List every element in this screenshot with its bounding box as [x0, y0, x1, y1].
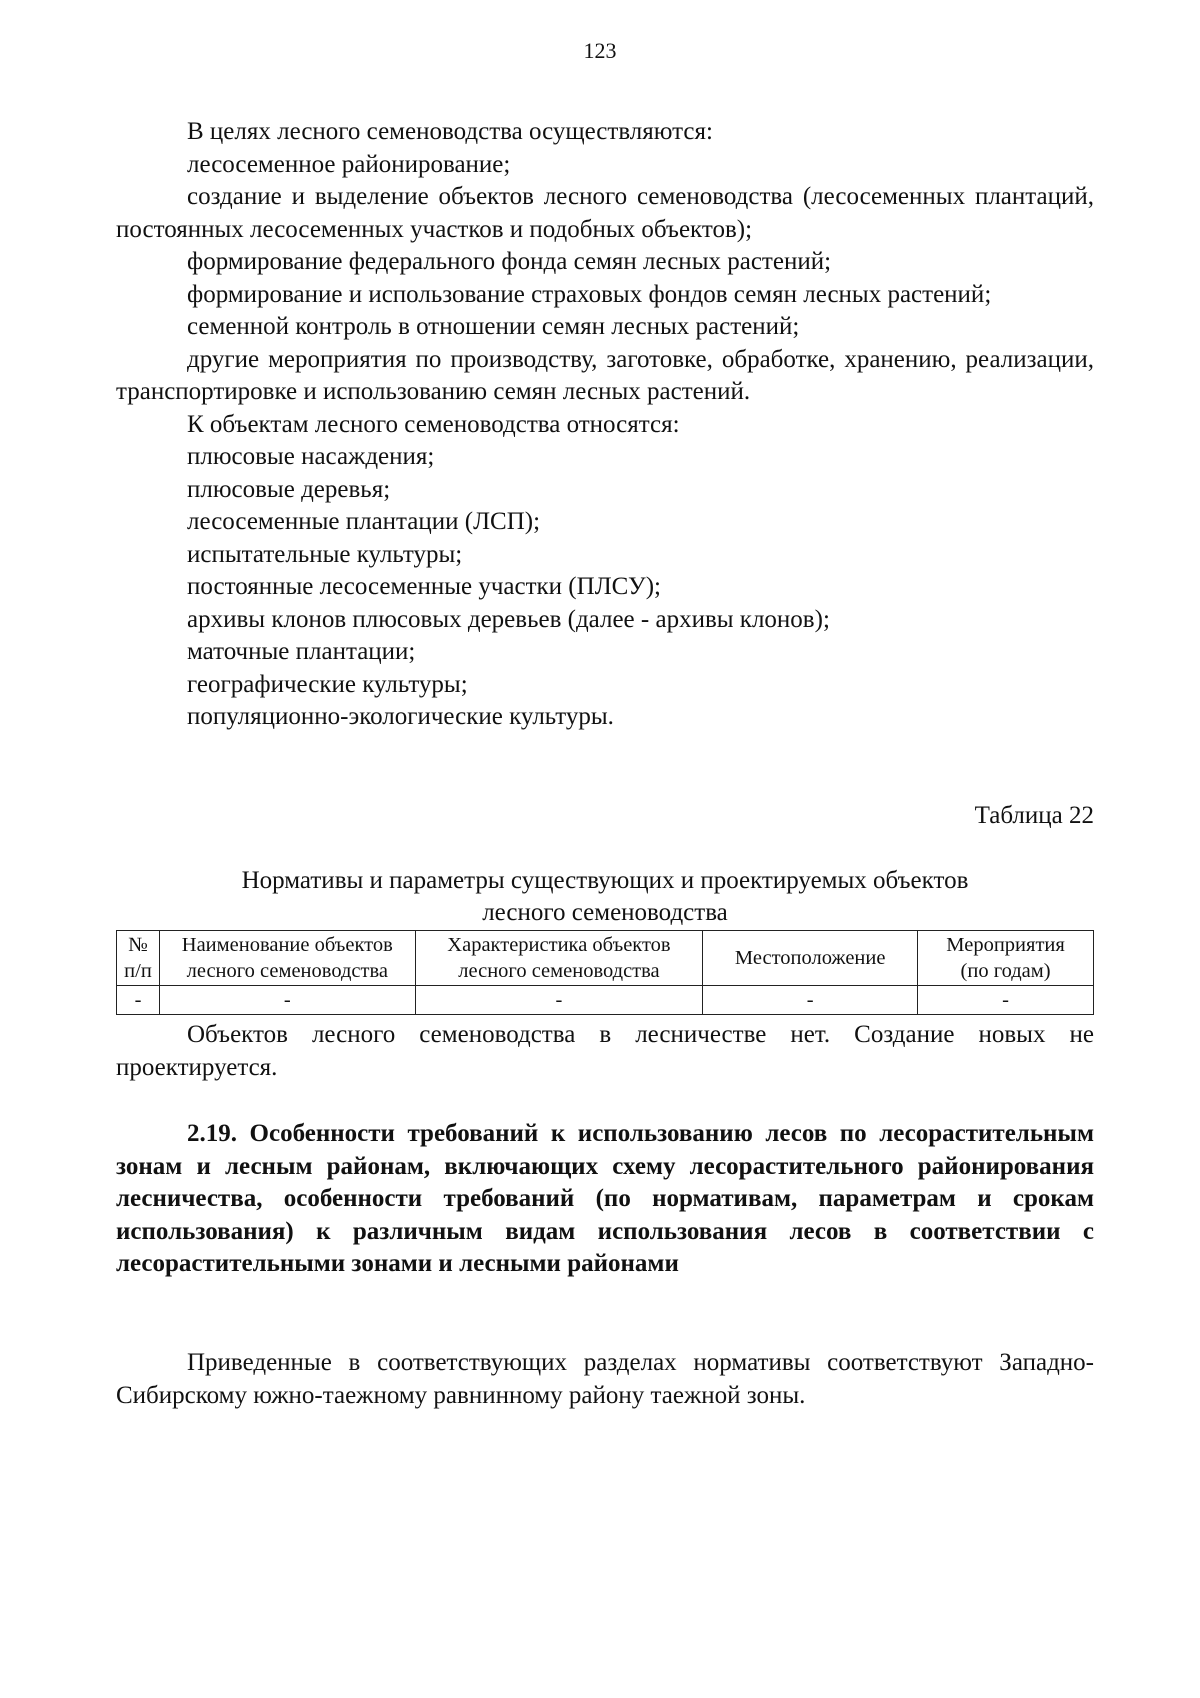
list-item: популяционно-экологические культуры.	[187, 703, 614, 730]
list-item: создание и выделение объектов лесного семеноводства (лесосеменных плантаций, постоянных лесосеменных участков и подобных объектов);	[116, 183, 1094, 243]
paragraph: Приведенные в соответствующих разделах нормативы соответствуют Западно-Сибирскому южно-таежному равнинному району таежной зоны.	[116, 1349, 1094, 1409]
final-paragraph	[116, 1347, 1094, 1412]
header-number: № п/п	[117, 931, 160, 986]
header-characteristics: Характеристика объектов лесного семеноводства	[415, 931, 703, 986]
seed-objects-table	[116, 930, 1094, 1015]
table-title	[116, 865, 1094, 929]
header-location: Местоположение	[703, 931, 918, 986]
table-row	[117, 986, 1094, 1015]
list-item: географические культуры;	[187, 670, 468, 698]
list-item: архивы клонов плюсовых деревьев (далее - архивы клонов);	[187, 605, 830, 633]
table-cell: -	[415, 986, 703, 1015]
page-number: 123	[583, 38, 617, 63]
table-title-line: Нормативы и параметры существующих и проектируемых объектов	[241, 867, 969, 894]
list-item: лесосеменные плантации (ЛСП);	[187, 508, 541, 535]
list-item: формирование федерального фонда семян лесных растений;	[187, 248, 832, 275]
table-cell: -	[117, 986, 160, 1015]
list-item: другие мероприятия по производству, заготовке, обработке, хранению, реализации, транспортировке и использованию семян лесных растений.	[116, 345, 1094, 405]
table-title-line: лесного семеноводства	[482, 899, 728, 926]
list-item: лесосеменное районирование;	[187, 150, 511, 178]
list-item: испытательные культуры;	[187, 540, 463, 568]
table-cell: -	[703, 986, 918, 1015]
list-item: формирование и использование страховых фондов семян лесных растений;	[187, 280, 992, 308]
list-item: плюсовые насаждения;	[187, 443, 435, 470]
table-cell: -	[918, 986, 1094, 1015]
list-item: семенной контроль в отношении семян лесных растений;	[187, 313, 800, 340]
section-heading: 2.19. Особенности требований к использованию лесов по лесорастительным зонам и лесным районам, включающих схему лесорастительного районирования лесничества, особенности требований (по нормативам, параметрам и срокам использования) к различным видам использования лесов в соответствии с лесорастительными зонами и лесными районами	[116, 1120, 1094, 1277]
header-object-name: Наименование объектов лесного семеноводства	[159, 931, 415, 986]
table-cell: -	[159, 986, 415, 1015]
table-header-row	[117, 931, 1094, 986]
paragraph: Объектов лесного семеноводства в лесничестве нет. Создание новых не проектируется.	[116, 1021, 1094, 1081]
after-table-paragraph	[116, 1019, 1094, 1084]
list-item: плюсовые деревья;	[187, 475, 391, 503]
list-item: маточные плантации;	[187, 638, 416, 665]
header-measures: Мероприятия (по годам)	[918, 931, 1094, 986]
list-item: К объектам лесного семеноводства относятся:	[187, 410, 680, 438]
list-item: В целях лесного семеноводства осуществляются:	[187, 118, 713, 145]
table-label: Таблица 22	[974, 802, 1094, 829]
list-item: постоянные лесосеменные участки (ПЛСУ);	[187, 573, 661, 600]
intro-list	[116, 116, 1094, 734]
